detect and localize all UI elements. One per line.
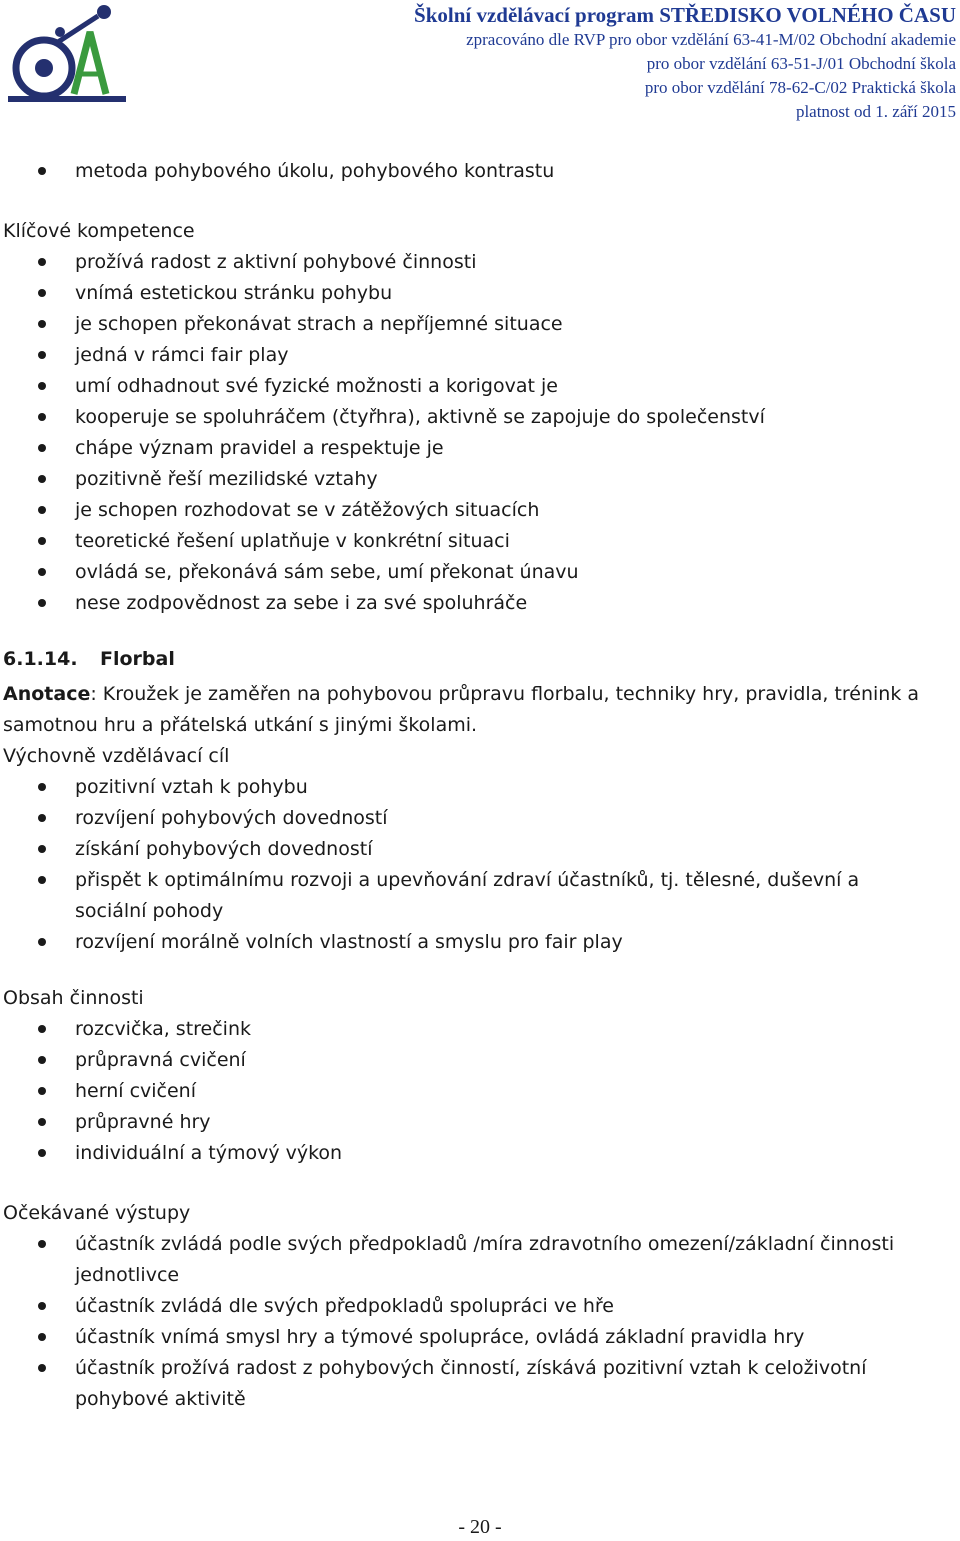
florbal-section — [0, 644, 960, 958]
header-line: pro obor vzdělání 63-51-J/01 Obchodní škola — [646, 54, 956, 73]
list-item: pozitivní vztah k pohybu — [0, 772, 960, 803]
list-item: metoda pohybového úkolu, pohybového kontrastu — [0, 156, 960, 187]
list-item: ovládá se, překonává sám sebe, umí překonat únavu — [0, 557, 960, 588]
competences-list — [0, 247, 960, 619]
list-item: individuální a týmový výkon — [0, 1138, 960, 1169]
list-item: pozitivně řeší mezilidské vztahy — [0, 464, 960, 495]
list-item: účastník zvládá dle svých předpokladů spolupráci ve hře — [0, 1291, 960, 1322]
list-item: účastník zvládá podle svých předpokladů /míra zdravotního omezení/základní činnosti jednotlivce — [0, 1229, 935, 1291]
list-item: rozvíjení morálně volních vlastností a smyslu pro fair play — [0, 927, 960, 958]
list-item: teoretické řešení uplatňuje v konkrétní situaci — [0, 526, 960, 557]
outcomes-list — [0, 1229, 960, 1415]
annotation-paragraph — [0, 679, 943, 741]
competences-block — [0, 216, 960, 619]
school-logo — [4, 2, 128, 106]
list-item: účastník vnímá smysl hry a týmové spolupráce, ovládá základní pravidla hry — [0, 1322, 960, 1353]
header-title: Školní vzdělávací program STŘEDISKO VOLNÉHO ČASU — [414, 3, 956, 27]
list-item: rozcvička, strečink — [0, 1014, 960, 1045]
annotation-label: Anotace — [3, 683, 91, 705]
header-line: pro obor vzdělání 78-62-C/02 Praktická škola — [644, 78, 956, 97]
list-item: získání pohybových dovedností — [0, 834, 960, 865]
list-item: jedná v rámci fair play — [0, 340, 960, 371]
content-heading: Obsah činnosti — [3, 987, 144, 1009]
list-item: herní cvičení — [0, 1076, 960, 1107]
list-item: prožívá radost z aktivní pohybové činnosti — [0, 247, 960, 278]
page-number: - 20 - — [458, 1516, 502, 1538]
header-line: platnost od 1. září 2015 — [795, 102, 956, 121]
list-item: chápe význam pravidel a respektuje je — [0, 433, 960, 464]
section-heading — [0, 644, 960, 675]
annotation-text: : Kroužek je zaměřen na pohybovou průpravu florbalu, techniky hry, pravidla, trénink a samotnou hru a přátelská utkání s jinými školami. — [3, 683, 920, 736]
outcomes-heading: Očekávané výstupy — [3, 1202, 191, 1224]
list-item: přispět k optimálnímu rozvoji a upevňování zdraví účastníků, tj. tělesné, duševní a sociální pohody — [0, 865, 875, 927]
list-item: průpravná cvičení — [0, 1045, 960, 1076]
document-header — [414, 2, 956, 124]
list-item: rozvíjení pohybových dovedností — [0, 803, 960, 834]
header-line: zpracováno dle RVP pro obor vzdělání 63-41-M/02 Obchodní akademie — [466, 30, 956, 49]
list-item: umí odhadnout své fyzické možnosti a korigovat je — [0, 371, 960, 402]
list-item: účastník prožívá radost z pohybových činností, získává pozitivní vztah k celoživotní pohybové aktivitě — [0, 1353, 905, 1415]
content-block — [0, 983, 960, 1169]
outcomes-block — [0, 1198, 960, 1415]
goal-heading: Výchovně vzdělávací cíl — [3, 745, 230, 767]
list-item: kooperuje se spoluhráčem (čtyřhra), aktivně se zapojuje do společenství — [0, 402, 960, 433]
list-item: průpravné hry — [0, 1107, 960, 1138]
section-title: Florbal — [100, 648, 175, 670]
list-item: nese zodpovědnost za sebe i za své spoluhráče — [0, 588, 960, 619]
competences-heading: Klíčové kompetence — [3, 220, 195, 242]
list-item: vnímá estetickou stránku pohybu — [0, 278, 960, 309]
top-list — [0, 156, 960, 187]
list-item: je schopen rozhodovat se v zátěžových situacích — [0, 495, 960, 526]
goal-list — [0, 772, 960, 958]
list-item: je schopen překonávat strach a nepříjemné situace — [0, 309, 960, 340]
content-list — [0, 1014, 960, 1169]
section-number: 6.1.14. — [3, 648, 78, 670]
